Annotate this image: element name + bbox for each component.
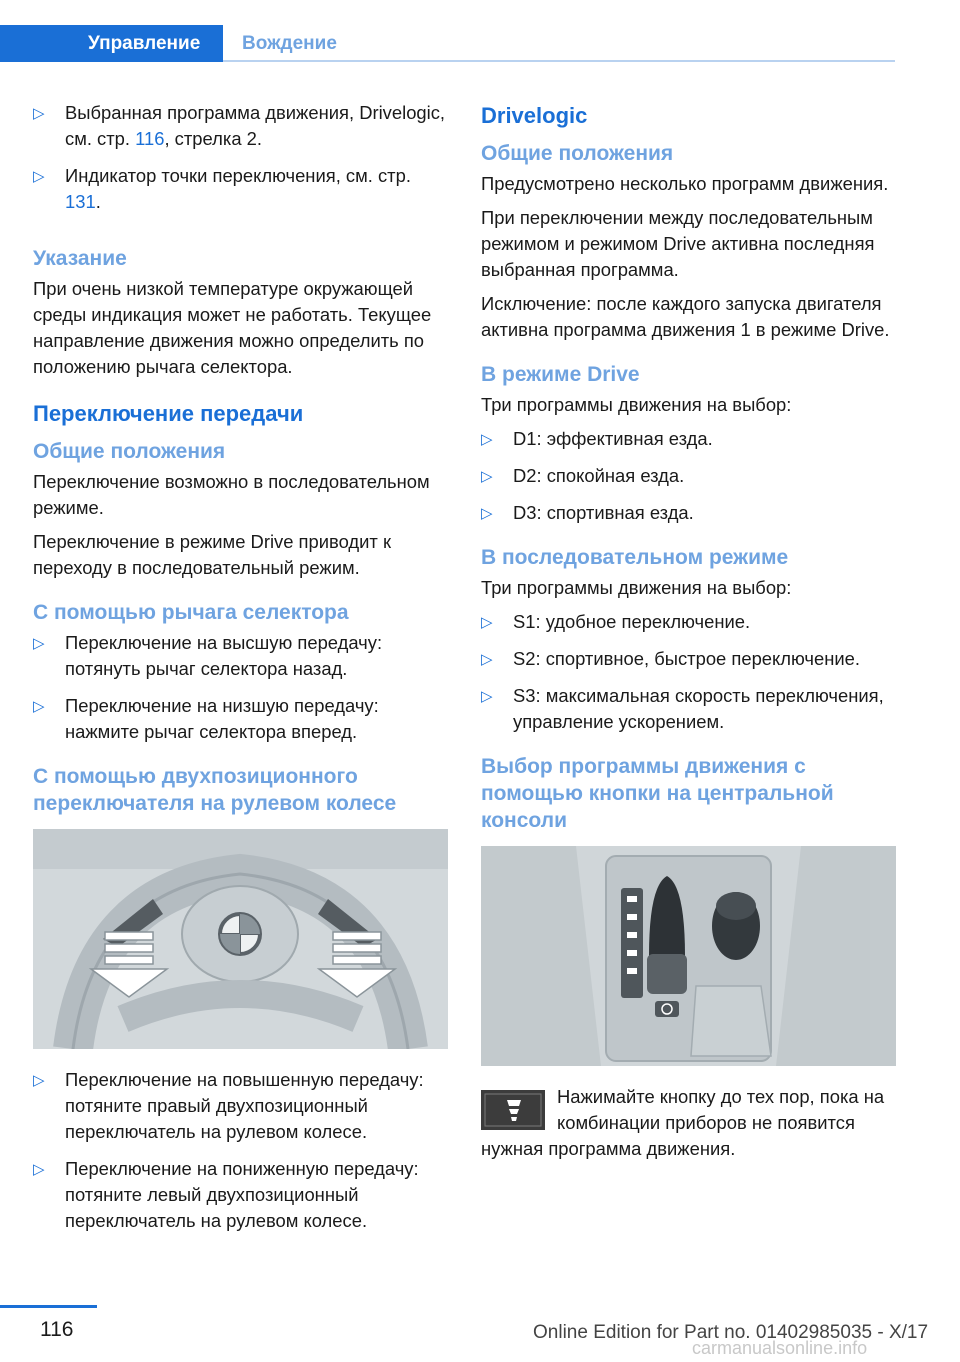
tab-driving[interactable]: Вождение xyxy=(242,33,337,54)
bullet-triangle-icon: ▷ xyxy=(33,1072,45,1089)
right-column xyxy=(481,100,896,1162)
list-item: ▷ S2: спортивное, быстрое переключение. xyxy=(481,646,896,672)
list-item: ▷ D3: спортивная езда. xyxy=(481,500,896,526)
list-item: ▷ Выбранная программа движения, Drivelogic, см. стр. 116, стрелка 2. xyxy=(33,102,446,149)
bullet-triangle-icon: ▷ xyxy=(481,431,493,448)
section-heading-shift: Переключение передачи xyxy=(33,401,304,426)
list-item: ▷ S3: максимальная скорость переключения, управление ускорением. xyxy=(481,685,884,732)
note-heading: Указание xyxy=(33,247,127,270)
paragraph: Исключение: после каждого запуска двигателя активна программа движения 1 в режиме Drive. xyxy=(481,293,890,340)
list-item: ▷ Переключение на пониженную передачу: потяните левый двухпозиционный переключатель на рулевом колесе. xyxy=(33,1158,419,1231)
subheading-button-select: Выбор программы движения с помощью кнопки на центральной консоли xyxy=(481,755,834,832)
bullet-triangle-icon: ▷ xyxy=(481,651,493,668)
bullet-triangle-icon: ▷ xyxy=(33,168,45,185)
bullet-triangle-icon: ▷ xyxy=(481,505,493,522)
bullet-triangle-icon: ▷ xyxy=(33,635,45,652)
tab-controls[interactable]: Управление xyxy=(0,25,223,62)
bullet-triangle-icon: ▷ xyxy=(33,698,45,715)
steering-wheel-image xyxy=(33,829,448,1049)
drive-experience-button-icon xyxy=(481,1090,545,1130)
list-item: ▷ S1: удобное переключение. xyxy=(481,609,896,635)
edition-info: Online Edition for Part no. 01402985035 - X/17 xyxy=(533,1322,929,1343)
header-rule xyxy=(223,60,895,62)
subheading-lever: С помощью рычага селектора xyxy=(33,601,349,624)
button-symbol xyxy=(481,1090,545,1130)
center-console-illustration xyxy=(481,846,896,1066)
left-column xyxy=(33,100,448,1245)
page-number: 116 xyxy=(40,1318,74,1341)
list-item: ▷ Переключение на повышенную передачу: потяните правый двухпозиционный переключатель на рулевом колесе. xyxy=(33,1069,424,1142)
paragraph: Три программы движения на выбор: xyxy=(481,577,792,598)
center-console-image xyxy=(481,846,896,1066)
bullet-triangle-icon: ▷ xyxy=(481,614,493,631)
section-heading-drivelogic: Drivelogic xyxy=(481,103,588,128)
subheading-paddle: С помощью двухпозиционного переключателя на рулевом колесе xyxy=(33,765,397,815)
note-text: При очень низкой температуре окружающей среды индикация может не работать. Текущее направление движения можно определить по положению рычага селектора. xyxy=(33,278,432,377)
list-item: ▷ Индикатор точки переключения, см. стр. 131. xyxy=(33,165,411,212)
bullet-triangle-icon: ▷ xyxy=(33,1161,45,1178)
bullet-triangle-icon: ▷ xyxy=(481,688,493,705)
subheading-drive-mode: В режиме Drive xyxy=(481,363,640,386)
console-button-note xyxy=(481,1084,896,1162)
note-text: Нажимайте кнопку до тех пор, пока на комбинации приборов не появится нужная программа движения. xyxy=(481,1086,885,1159)
page-link[interactable]: 116 xyxy=(135,128,165,149)
paragraph: Переключение возможно в последовательном режиме. xyxy=(33,471,430,518)
list-item: ▷ D1: эффективная езда. xyxy=(481,426,896,452)
steering-wheel-illustration xyxy=(33,829,448,1049)
bullet-triangle-icon: ▷ xyxy=(481,468,493,485)
paragraph: Переключение в режиме Drive приводит к переходу в последовательный режим. xyxy=(33,531,391,578)
footer-rule xyxy=(0,1305,97,1308)
watermark: carmanualsonline.info xyxy=(692,1338,868,1358)
subheading-sequential-mode: В последовательном режиме xyxy=(481,546,789,569)
list-item: ▷ Переключение на низшую передачу: нажмите рычаг селектора вперед. xyxy=(33,695,379,742)
subheading-general: Общие положения xyxy=(33,440,226,463)
list-item: ▷ Переключение на высшую передачу: потянуть рычаг селектора назад. xyxy=(33,632,383,679)
subheading-general: Общие положения xyxy=(481,142,674,165)
paragraph: Три программы движения на выбор: xyxy=(481,394,792,415)
list-item: ▷ D2: спокойная езда. xyxy=(481,463,896,489)
bullet-triangle-icon: ▷ xyxy=(33,105,45,122)
paragraph: При переключении между последовательным режимом и режимом Drive активна последняя выбранная программа. xyxy=(481,207,875,280)
page-header xyxy=(0,0,960,64)
page-link[interactable]: 131 xyxy=(65,191,96,212)
paragraph: Предусмотрено несколько программ движения. xyxy=(481,173,889,194)
